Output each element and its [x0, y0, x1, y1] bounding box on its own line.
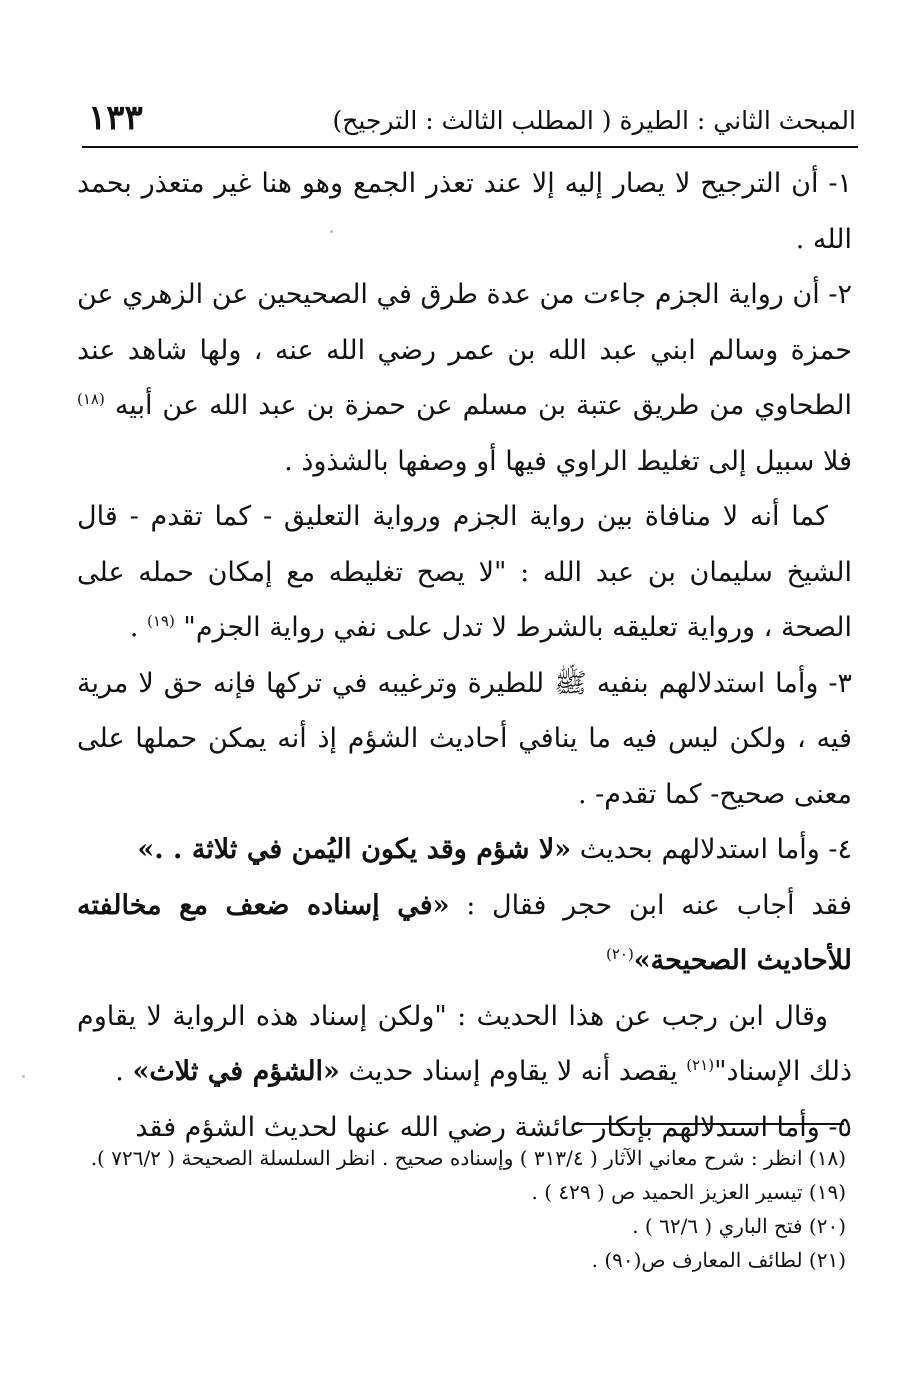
- footnote-21: (٢١) لطائف المعارف ص(٩٠) .: [591, 1248, 846, 1272]
- paragraph-text: فلا سبيل إلى تغليط الراوي فيها أو وصفها بالشذوذ .: [284, 445, 852, 477]
- scan-speck: [330, 230, 333, 233]
- paragraph-text: وقال ابن رجب عن هذا الحديث : "ولكن إسناد هذه الرواية لا يقاوم ذلك الإسناد": [77, 1000, 852, 1087]
- paragraph-point-4: [77, 822, 852, 878]
- footnote-ref-21: (٢١): [686, 1056, 715, 1074]
- footnote-20: (٢٠) فتح الباري ( ٦٢/٦ ) .: [632, 1214, 846, 1238]
- paragraph-text: ٥- وأما استدلالهم بإنكار عائشة رضي الله عنها لحديث الشؤم فقد: [135, 1111, 852, 1143]
- footnote-divider: [576, 1123, 844, 1125]
- footnote-ref-19: (١٩): [147, 612, 175, 630]
- paragraph-text: يقصد أنه لا يقاوم إسناد حديث: [339, 1056, 687, 1087]
- main-text: [77, 156, 852, 1155]
- header-divider: [82, 146, 858, 148]
- footnote-19: (١٩) تيسير العزيز الحميد ص ( ٤٢٩ ) .: [531, 1180, 846, 1204]
- paragraph-text: .: [115, 1056, 133, 1087]
- paragraph-point-3: [77, 656, 852, 823]
- paragraph-text: .: [129, 612, 147, 643]
- footnote-ref-20: (٢٠): [605, 945, 634, 963]
- paragraph-text: ٣- وأما استدلالهم بنفيه ﷺ للطيرة وترغيبه في تركها فإنه حق لا مرية فيه ، ولكن ليس فيه ما ينافي أحاديث الشؤم إذ أنه يمكن حملها على معنى صحيح- كما تقدم- .: [77, 667, 852, 810]
- paragraph-point-1: [77, 156, 852, 267]
- paragraph-ibn-rajab: [77, 989, 852, 1100]
- paragraph-point-2: [77, 267, 852, 489]
- footnote-18: (١٨) انظر : شرح معاني الآثار ( ٣١٣/٤ ) وإسناده صحيح . انظر السلسلة الصحيحة ( ٧٢٦/٢ ).: [90, 1146, 846, 1170]
- paragraph-ibn-hajar: [77, 878, 852, 989]
- paragraph-text: ٤- وأما استدلالهم بحديث: [571, 834, 852, 865]
- header-title: المبحث الثاني : الطيرة ( المطلب الثالث : الترجيح): [332, 106, 856, 135]
- ibn-hajar-quote: «في إسناده ضعف مع مخالفته للأحاديث الصحيحة»: [77, 889, 852, 976]
- footnote-ref-18: (١٨): [77, 390, 105, 408]
- footnotes: [76, 1141, 846, 1277]
- page-number: ١٣٣: [88, 98, 143, 138]
- running-header: [86, 96, 856, 142]
- paragraph-text: فقد أجاب عنه ابن حجر فقال :: [449, 889, 852, 921]
- paragraph-text: ٢- أن رواية الجزم جاءت من عدة طرق في الصحيحين عن الزهري عن حمزة وسالم ابني عبد الله بن عمر رضي الله عنه ، ولها شاهد عند الطحاوي من طريق عتبة بن مسلم عن حمزة بن عبد الله عن أبيه: [77, 279, 852, 421]
- hadith-quote: «لا شؤم وقد يكون اليُمن في ثلاثة . .»: [137, 834, 572, 865]
- scan-speck: [22, 1075, 25, 1078]
- paragraph-text: كما أنه لا منافاة بين رواية الجزم ورواية التعليق - كما تقدم - قال الشيخ سليمان بن عبد الله : "لا يصح تغليطه مع إمكان حمله على الصحة ، ورواية تعليقه بالشرط لا تدل على نفي رواية الجزم": [77, 501, 852, 643]
- paragraph-no-contradiction: [77, 489, 852, 656]
- paragraph-text: ١- أن الترجيح لا يصار إليه إلا عند تعذر الجمع وهو هنا غير متعذر بحمد الله .: [77, 168, 852, 255]
- hadith-quote: «الشؤم في ثلاث»: [132, 1056, 340, 1087]
